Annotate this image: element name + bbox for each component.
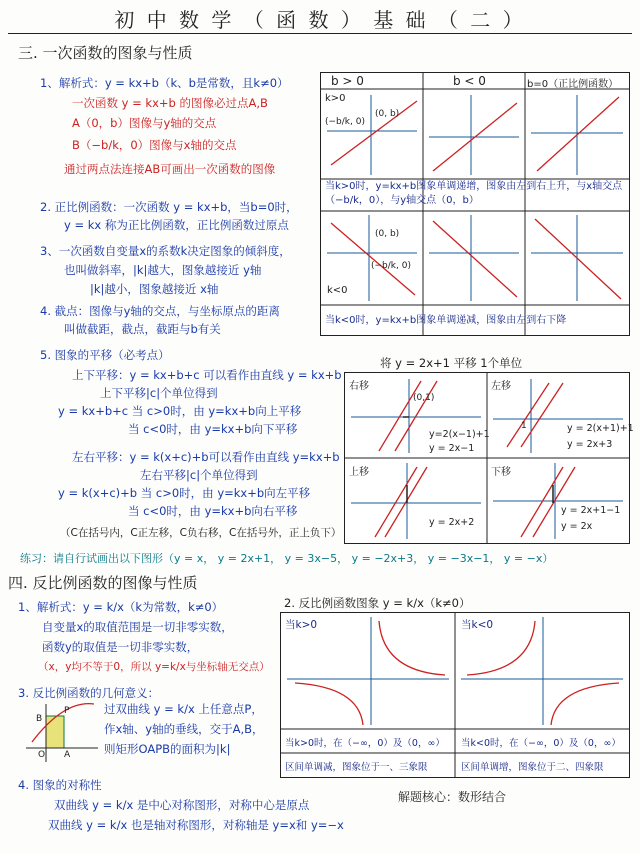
shift-table-title: 将 y = 2x+1 平移 1个单位 <box>380 356 523 370</box>
sec3-part3 <box>40 244 291 296</box>
decreasing-caption: 当k<0时，y=kx+b图象单调递减，图象由左到右下降 <box>325 315 567 326</box>
label-x-intercept: (−b/k, 0) <box>325 117 365 127</box>
header-b-zero: b=0（正比例函数） <box>527 79 619 90</box>
k-large-line: 也叫做斜率，|k|越大，图象越接近 y轴 <box>64 263 262 277</box>
header-b-pos: b > 0 <box>331 74 364 88</box>
shift-graph-svg <box>345 373 629 543</box>
line-k-neg-b-zero <box>535 219 621 299</box>
horizontal-shift-line: 左右平移：y = k(x+c)+b可以看作由直线 y=kx+b <box>72 450 340 464</box>
label-k-pos: k>0 <box>325 93 346 104</box>
must-pass-line: 一次函数 y = kx+b 的图像必过点A,B <box>72 96 268 110</box>
shift-heading: 5. 图象的平移（必考点） <box>40 348 170 362</box>
shift-up-line: y = kx+b+c 当 c>0时，由 y=kx+b向上平移 <box>58 404 302 418</box>
shift-left-point: 1 <box>521 421 527 431</box>
shift-down-eq1: y = 2x+1−1 <box>561 505 621 516</box>
mini-diagram-svg <box>24 702 100 764</box>
shift-down-eq2: y = 2x <box>561 521 593 532</box>
geometry-line-1: 过双曲线 y = k/x 上任意点P， <box>104 702 263 716</box>
sec4-part1 <box>18 600 270 674</box>
shift-right-eq1: y=2(x−1)+1 <box>429 429 490 440</box>
hyperbola-k-neg-q4 <box>551 683 619 725</box>
sec3-part4 <box>40 304 280 336</box>
shift-left-label: 左移 <box>491 381 511 392</box>
label-y-intercept-2: (0, b) <box>375 229 400 239</box>
shift-right-point: (0,1) <box>413 393 435 403</box>
section4-heading: 四. 反比例函数的图像与性质 <box>8 574 198 592</box>
intercept-line-2: 叫做截距，截点，截距与b有关 <box>64 322 221 336</box>
hyper-k-neg-cap1: 当k<0时，在（−∞，0）及（0，∞） <box>461 738 621 749</box>
mini-point-o: O <box>38 750 46 760</box>
hyper-k-neg-cap2: 区间单调增，图象位于二、四象限 <box>461 762 604 773</box>
hyperbola-table <box>280 612 630 778</box>
sec3-part1 <box>40 76 289 176</box>
core-tip: 解题核心：数形结合 <box>398 790 507 804</box>
axial-symmetry-line: 双曲线 y = k/x 也是轴对称图形，对称轴是 y=x和 y=−x <box>48 818 344 832</box>
domain-line: 自变量x的取值范围是一切非零实数， <box>42 620 233 634</box>
shift-up-label: 上移 <box>349 467 369 478</box>
symmetry-title: 4. 图象的对称性 <box>18 778 102 792</box>
hyper-k-pos-label: 当k>0 <box>285 619 318 631</box>
geometry-line-3: 则矩形OAPB的面积为|k| <box>104 742 231 756</box>
vertical-shift-line-2: 上下平移|c|个单位得到 <box>100 386 218 400</box>
hyperbola-title: 2. 反比例函数图象 y = k/x（k≠0） <box>284 596 471 610</box>
geometry-title: 3. 反比例函数的几何意义： <box>18 686 160 700</box>
sec3-part5 <box>40 348 342 540</box>
origin-line: y = kx 称为正比例函数，正比例函数过原点 <box>64 218 289 232</box>
two-point-line: 通过两点法连接AB可画出一次函数的图像 <box>64 162 276 176</box>
label-k-neg: k<0 <box>327 285 348 296</box>
line-k-pos-b-zero <box>537 97 619 171</box>
hyperbola-k-pos-q1 <box>379 621 445 675</box>
shift-right-label: 右移 <box>349 381 369 392</box>
slope-line: 3、一次函数自变量x的系数k决定图象的倾斜度， <box>40 244 291 258</box>
geometry-line-2: 作x轴、y轴的垂线，交于A,B， <box>104 722 264 736</box>
point-a-line: A（0，b）图像与y轴的交点 <box>72 116 217 130</box>
title-divider <box>8 33 632 34</box>
shift-down-label: 下移 <box>491 467 511 478</box>
sec4-part3 <box>104 702 264 756</box>
hyper-k-pos-cap1: 当k>0时，在（−∞，0）及（0，∞） <box>285 738 445 749</box>
proportional-line: 2. 正比例函数：一次函数 y = kx+b，当b=0时， <box>40 200 298 214</box>
line-k-neg-b-neg <box>433 221 517 297</box>
section3-heading: 三. 一次函数的图象与性质 <box>18 44 193 62</box>
mini-point-a: A <box>64 750 71 760</box>
horizontal-shift-line-2: 左右平移|c|个单位得到 <box>140 468 258 482</box>
shift-rule-note: （C在括号内，C正左移，C负右移，C在括号外，正上负下） <box>60 527 342 539</box>
hyper-k-neg-label: 当k<0 <box>461 619 494 631</box>
mini-rectangle-diagram <box>24 702 100 764</box>
shift-right-eq2: y = 2x−1 <box>429 443 475 454</box>
shift-up-eq1: y = 2x+2 <box>429 517 475 528</box>
header-b-neg: b < 0 <box>453 74 486 88</box>
range-line: 函数y的取值是一切非零实数， <box>42 640 199 654</box>
central-symmetry-line: 双曲线 y = k/x 是中心对称图形，对称中心是原点 <box>54 798 310 812</box>
label-x-intercept-2: (−b/k, 0) <box>371 261 411 271</box>
shift-left-eq2: y = 2x+3 <box>567 439 613 450</box>
shift-left-eq1: y = 2(x+1)+1 <box>567 423 634 434</box>
shift-down-line: 当 c<0时，由 y=kx+b向下平移 <box>128 422 298 436</box>
formula-line: 1、解析式：y = kx+b（k、b是常数，且k≠0） <box>40 76 289 90</box>
point-b-line: B（−b/k，0）图像与x轴的交点 <box>72 138 237 152</box>
hyper-k-pos-cap2: 区间单调减，图象位于一、三象限 <box>285 762 428 773</box>
hyperbola-k-pos-q3 <box>295 683 363 725</box>
shift-right-line: 当 c<0时，由 y=kx+b向右平移 <box>128 504 298 518</box>
mini-point-p: P <box>64 706 70 716</box>
k-small-line: |k|越小，图象越接近 x轴 <box>90 282 219 296</box>
intercept-line: 4. 截点：图像与y轴的交点，与坐标原点的距离 <box>40 304 280 318</box>
shift-graph-table <box>344 372 634 544</box>
linear-graph-table <box>320 72 630 336</box>
increasing-caption: 当k>0时，y=kx+b图象单调递增，图象由左到右上升，与x轴交点（−b/k，0），与y轴交点（0，b） <box>325 181 623 206</box>
practice-line: 练习：请自行试画出以下图形（y = x， y = 2x+1， y = 3x−5， y = −2x+3， y = −3x−1， y = −x） <box>20 552 554 565</box>
no-intersection-line: （x，y均不等于0，所以 y=k/x与坐标轴无交点） <box>38 661 270 673</box>
page-title: 初 中 数 学 （ 函 数 ） 基 础 （ 二 ） <box>114 8 526 32</box>
sec4-part4 <box>18 778 344 832</box>
mini-point-b: B <box>36 714 43 724</box>
hyperbola-svg <box>281 613 629 777</box>
inverse-formula-line: 1、解析式：y = k/x（k为常数，k≠0） <box>18 600 224 614</box>
line-k-pos-b-pos <box>331 101 417 165</box>
shift-left-line: y = k(x+c)+b 当 c>0时，由 y=kx+b向左平移 <box>58 486 311 500</box>
sec3-part2 <box>40 200 298 232</box>
label-y-intercept: (0, b) <box>375 109 400 119</box>
vertical-shift-line: 上下平移：y = kx+b+c 可以看作由直线 y = kx+b <box>72 368 342 382</box>
